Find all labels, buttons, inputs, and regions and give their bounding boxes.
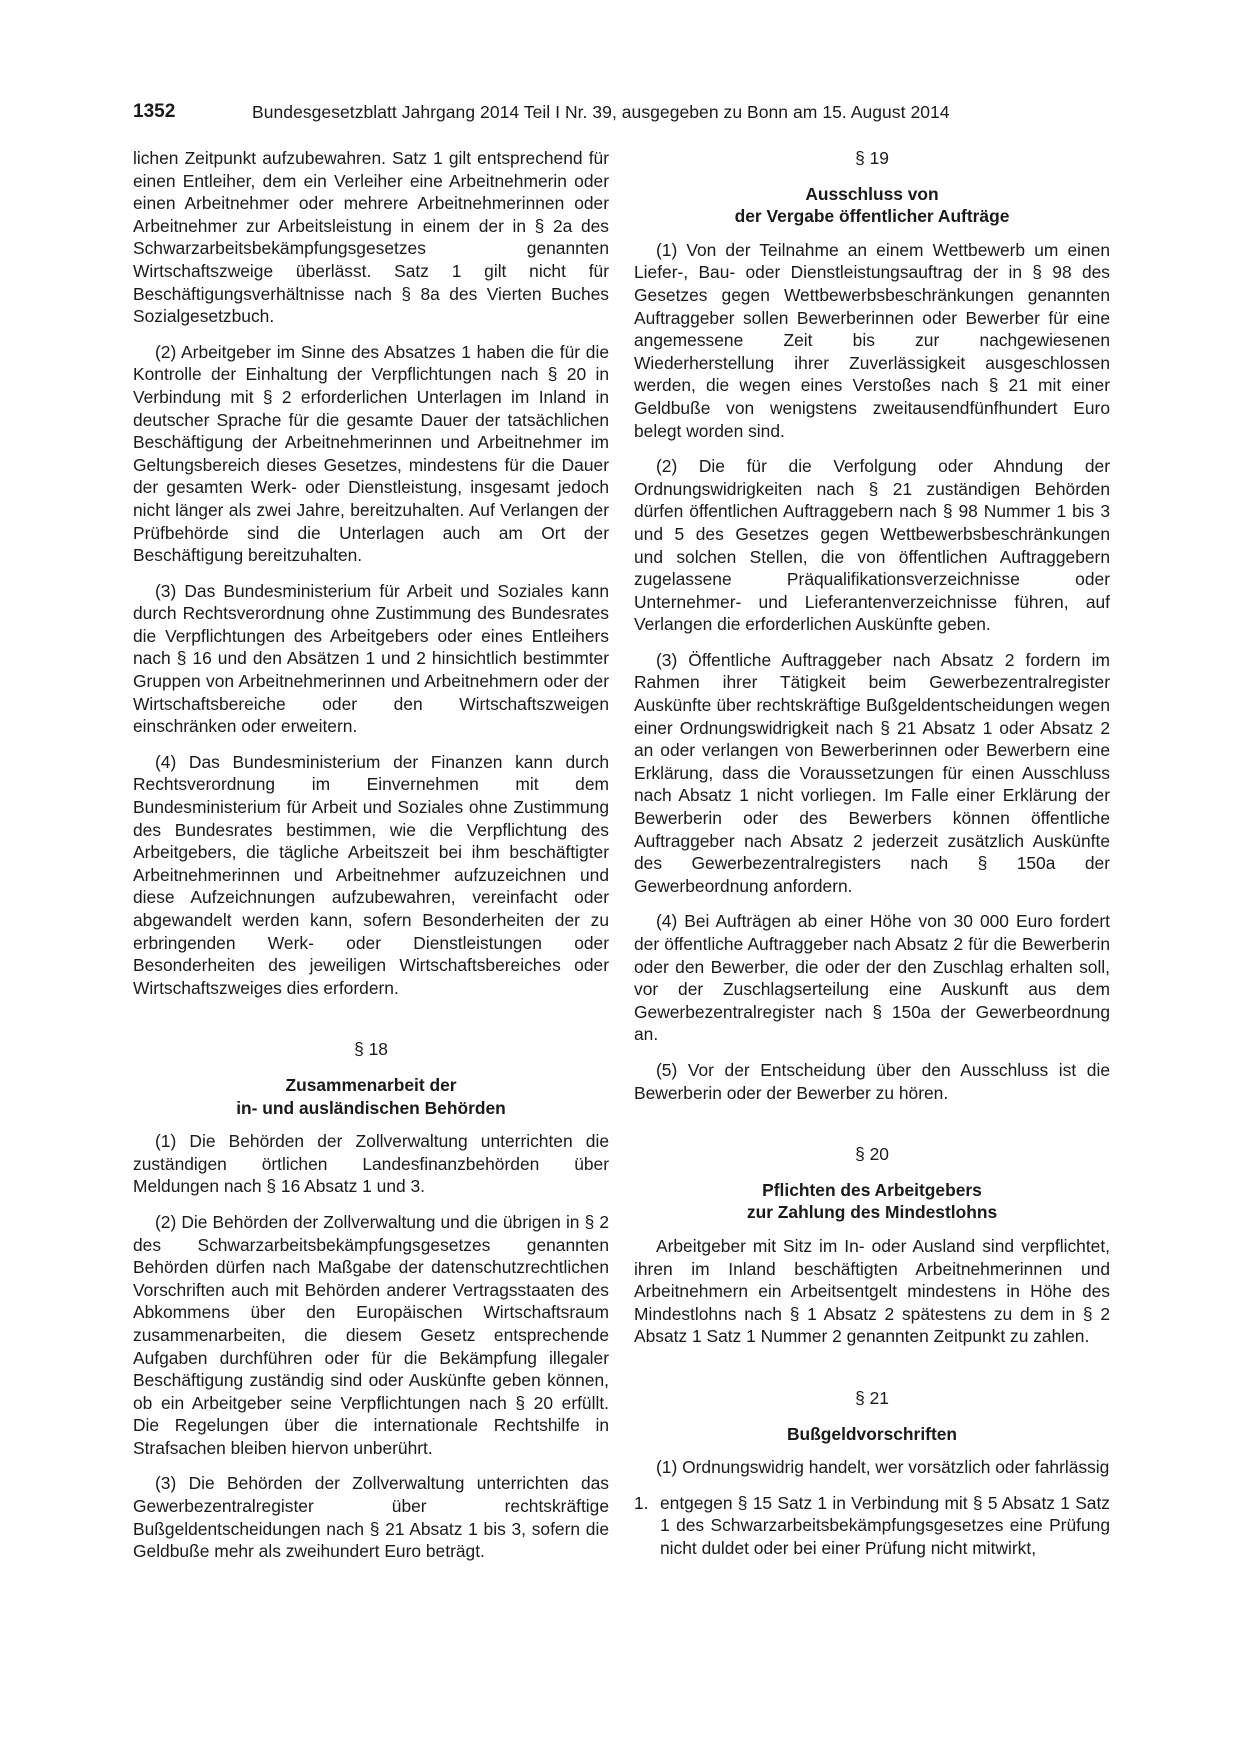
- page-number: 1352: [133, 101, 176, 122]
- list-item: [634, 1492, 1110, 1560]
- section-spacer: [133, 1012, 609, 1038]
- running-header: Bundesgesetzblatt Jahrgang 2014 Teil I Nr. 39, ausgegeben zu Bonn am 15. August 2014: [252, 102, 950, 122]
- section-18-title: [133, 1074, 609, 1119]
- paragraph-18-2: (2) Die Behörden der Zollverwaltung und die übrigen in § 2 des Schwarzarbeitsbekämpfungsgesetzes genannten Behörden dürfen nach Maßgabe der datenschutzrechtlichen Vorschriften auch mit Behörden anderer Vertragsstaaten des Abkommens über den Europäischen Wirtschaftsraum zusammenarbeiten, die diesem Gesetz entsprechende Aufgaben durchführen oder für die Bekämpfung illegaler Beschäftigung zuständig sind oder Auskünfte geben können, ob ein Arbeitgeber seine Verpflichtungen nach § 20 erfüllt. Die Regelungen über die internationale Rechtshilfe in Strafsachen bleiben hiervon unberührt.: [133, 1211, 609, 1458]
- paragraph-19-2: (2) Die für die Verfolgung oder Ahndung der Ordnungswidrigkeiten nach § 21 zuständigen Behörden dürfen öffentlichen Auftraggebern nach § 98 Nummer 1 bis 3 und 5 des Gesetzes gegen Wettbewerbsbeschränkungen und solchen Stellen, die von öffentlichen Auftraggebern zugelassene Präqualifikationsverzeichnisse oder Unternehmer- und Lieferantenverzeichnisse führen, auf Verlangen die erforderlichen Auskünfte geben.: [634, 456, 1110, 635]
- paragraph-21-1: (1) Ordnungswidrig handelt, wer vorsätzlich oder fahrlässig: [656, 1457, 1110, 1478]
- section-18-title-line-2: in- und ausländischen Behörden: [236, 1097, 506, 1118]
- paragraph-17-3: (3) Das Bundesministerium für Arbeit und Soziales kann durch Rechtsverordnung ohne Zustimmung des Bundesrates die Verpflichtungen des Arbeitgebers oder eines Entleihers nach § 16 und den Absätzen 1 und 2 hinsichtlich bestimmter Gruppen von Arbeitnehmerinnen und Arbeitnehmern oder der Wirtschaftsbereiche oder den Wirtschaftszweigen einschränken oder erweitern.: [133, 580, 609, 737]
- section-20-title-line-1: Pflichten des Arbeitgebers: [762, 1179, 982, 1200]
- paragraph-continuation: lichen Zeitpunkt aufzubewahren. Satz 1 gilt entsprechend für einen Entleiher, dem ein Verleiher eine Arbeitnehmerin oder einen Arbeitnehmer oder mehrere Arbeitnehmerinnen oder Arbeitnehmer zur Arbeitsleistung in einem der in § 2a des Schwarzarbeitsbekämpfungsgesetzes genannten Wirtschaftszweige überlässt. Satz 1 gilt nicht für Beschäftigungsverhältnisse nach § 8a des Vierten Buches Sozialgesetzbuch.: [133, 148, 609, 327]
- paragraph-18-1: (1) Die Behörden der Zollverwaltung unterrichten die zuständigen örtlichen Landesfinanzbehörden über Meldungen nach § 16 Absatz 1 und 3.: [133, 1131, 609, 1197]
- section-18-number: § 18: [354, 1039, 388, 1060]
- section-20-title-line-2: zur Zahlung des Mindestlohns: [746, 1202, 998, 1223]
- section-19-title-line-2: der Vergabe öffentlicher Aufträge: [734, 206, 1010, 227]
- paragraph-19-5: (5) Vor der Entscheidung über den Ausschluss ist die Bewerberin oder der Bewerber zu hören.: [634, 1059, 1110, 1103]
- paragraph-19-4: (4) Bei Aufträgen ab einer Höhe von 30 000 Euro fordert der öffentliche Auftraggeber nach Absatz 2 für die Bewerberin oder den Bewerber, die oder der den Zuschlag erhalten soll, vor der Zuschlagserteilung eine Auskunft aus dem Gewerbezentralregister nach § 150a der Gewerbeordnung an.: [634, 911, 1110, 1045]
- list-item-number: 1.: [634, 1492, 649, 1513]
- section-20-number: § 20: [855, 1144, 889, 1165]
- paragraph-17-2: (2) Arbeitgeber im Sinne des Absatzes 1 haben die für die Kontrolle der Einhaltung der Verpflichtungen nach § 20 in Verbindung mit § 2 erforderlichen Unterlagen im Inland in deutscher Sprache für die gesamte Dauer der tatsächlichen Beschäftigung der Arbeitnehmerinnen und Arbeitnehmer im Geltungsbereich dieses Gesetzes, mindestens für die Dauer der gesamten Werk- oder Dienstleistung, insgesamt jedoch nicht länger als zwei Jahre, bereitzuhalten. Auf Verlangen der Prüfbehörde sind die Unterlagen auch am Ort der Beschäftigung bereitzuhalten.: [133, 341, 609, 566]
- section-18-title-line-1: Zusammenarbeit der: [285, 1074, 457, 1095]
- paragraph-17-4: (4) Das Bundesministerium der Finanzen kann durch Rechtsverordnung im Einvernehmen mit dem Bundesministerium für Arbeit und Soziales ohne Zustimmung des Bundesrates bestimmen, wie die Verpflichtung des Arbeitgebers, die tägliche Arbeitszeit bei ihm beschäftigter Arbeitnehmerinnen und Arbeitnehmer aufzuzeichnen und diese Aufzeichnungen aufzubewahren, vereinfacht oder abgewandelt werden kann, sofern Besonderheiten der zu erbringenden Werk- oder Dienstleistungen oder Besonderheiten des jeweiligen Wirtschaftsbereiches oder Wirtschaftszweiges dies erfordern.: [133, 751, 609, 998]
- paragraph-19-1: (1) Von der Teilnahme an einem Wettbewerb um einen Liefer-, Bau- oder Dienstleistungsauftrag der in § 98 des Gesetzes gegen Wettbewerbsbeschränkungen genannten Auftraggeber sollen Bewerberinnen oder Bewerber für eine angemessene Zeit bis zur nachgewiesenen Wiederherstellung ihrer Zuverlässigkeit ausgeschlossen werden, die wegen eines Verstoßes nach § 21 mit einer Geldbuße von wenigstens zweitausendfünfhundert Euro belegt worden sind.: [634, 239, 1110, 441]
- section-19-title: [634, 183, 1110, 228]
- section-spacer: [634, 1361, 1110, 1387]
- paragraph-20-1: Arbeitgeber mit Sitz im In- oder Ausland sind verpflichtet, ihren im Inland beschäftigten Arbeitnehmerinnen und Arbeitnehmern ein Arbeitsentgelt mindestens in Höhe des Mindestlohns nach § 1 Absatz 2 spätestens zu dem in § 2 Absatz 1 Satz 1 Nummer 2 genannten Zeitpunkt zu zahlen.: [634, 1235, 1110, 1347]
- section-19-title-line-1: Ausschluss von: [805, 183, 939, 204]
- list-item-text: entgegen § 15 Satz 1 in Verbindung mit § 5 Absatz 1 Satz 1 des Schwarzarbeitsbekämpfungsgesetzes eine Prüfung nicht duldet oder bei einer Prüfung nicht mitwirkt,: [660, 1492, 1110, 1558]
- section-spacer: [634, 1117, 1110, 1143]
- left-column: [133, 147, 609, 1576]
- section-21-number: § 21: [855, 1387, 889, 1408]
- section-20-title: [634, 1179, 1110, 1224]
- section-19-number: § 19: [855, 148, 889, 168]
- right-column: [634, 147, 1110, 1569]
- paragraph-19-3: (3) Öffentliche Auftraggeber nach Absatz 2 fordern im Rahmen ihrer Tätigkeit beim Gewerbezentralregister Auskünfte über rechtskräftige Bußgeldentscheidungen wegen einer Ordnungswidrigkeit nach § 21 Absatz 1 oder Absatz 2 an oder verlangen von Bewerberinnen oder Bewerbern eine Erklärung, dass die Voraussetzungen für einen Ausschluss nach Absatz 1 nicht vorliegen. Im Falle einer Erklärung der Bewerberin oder des Bewerbers können öffentliche Auftraggeber nach Absatz 2 jederzeit zusätzlich Auskünfte des Gewerbezentralregisters nach § 150a der Gewerbeordnung anfordern.: [634, 649, 1110, 896]
- section-21-title: Bußgeldvorschriften: [786, 1423, 958, 1444]
- paragraph-18-3: (3) Die Behörden der Zollverwaltung unterrichten das Gewerbezentralregister über rechtskräftige Bußgeldentscheidungen nach § 21 Absatz 1 bis 3, sofern die Geldbuße mehr als zweihundert Euro beträgt.: [133, 1473, 609, 1562]
